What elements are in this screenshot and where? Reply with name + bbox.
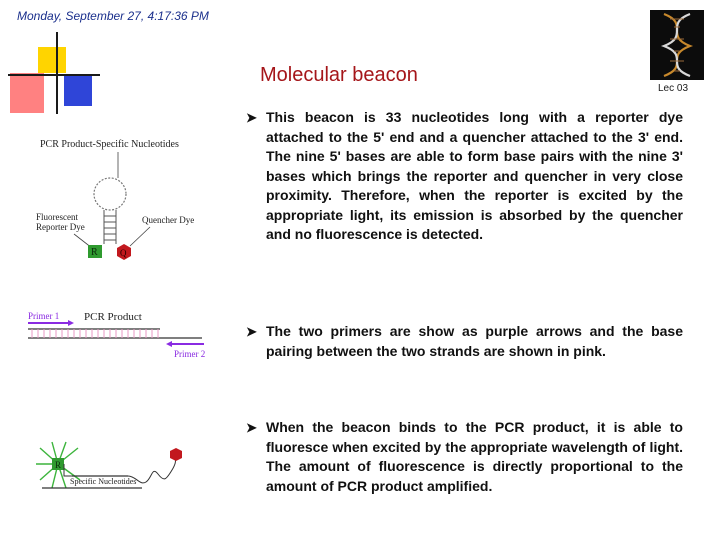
slide-timestamp: Monday, September 27, 4:17:36 PM xyxy=(17,9,209,23)
bullet-2-text: The two primers are show as purple arrows and the base pairing between the two strands are shown in pink. xyxy=(266,323,683,359)
bound-quencher-hexagon xyxy=(170,448,182,461)
arrowhead-bullet-icon: ➤ xyxy=(246,110,257,125)
beacon-bound-figure xyxy=(32,404,208,504)
decor-horizontal-line xyxy=(8,74,100,76)
decor-blue-square xyxy=(64,76,92,106)
beacon-hairpin-figure xyxy=(34,132,220,266)
reporter-r-label: R xyxy=(91,247,98,258)
decor-yellow-square xyxy=(38,47,66,73)
quencher-label: Quencher Dye xyxy=(142,215,195,225)
pcr-product-figure xyxy=(26,307,208,363)
primer2-label: Primer 2 xyxy=(174,349,206,359)
specific-nucleotides-label: Specific Nucleotides xyxy=(70,477,137,486)
arrowhead-bullet-icon: ➤ xyxy=(246,324,257,339)
reporter-label-2: Reporter Dye xyxy=(36,222,85,232)
bullet-3 xyxy=(246,418,683,496)
arrowhead-bullet-icon: ➤ xyxy=(246,420,257,435)
bullet-2 xyxy=(246,322,683,361)
bullet-1-text: This beacon is 33 nucleotides long with a reporter dye attached to the 5' end and a quencher attached to the 3' end. The nine 5' bases are able to form base pairs with the nine 3' bases which brings the reporter and quencher in very close proximity. Therefore, when the reporter is excited by the appropriate light, its emission is absorbed by the quencher and no fluorescence is detected. xyxy=(266,109,683,242)
bullet-1 xyxy=(246,108,683,245)
reporter-label-1: Fluorescent xyxy=(36,212,78,222)
bound-r-label: R xyxy=(55,460,62,470)
lecture-number: Lec 03 xyxy=(658,83,689,94)
nucleotides-label: PCR Product-Specific Nucleotides xyxy=(40,139,179,150)
quencher-q-label: Q xyxy=(120,248,127,258)
decor-red-square xyxy=(10,73,44,113)
dna-helix-image xyxy=(650,10,704,80)
primer1-label: Primer 1 xyxy=(28,311,60,321)
pcr-product-label: PCR Product xyxy=(84,311,142,323)
slide-title: Molecular beacon xyxy=(260,64,418,86)
bullet-3-text: When the beacon binds to the PCR product, it is able to fluoresce when excited by the appropriate wavelength of light. The amount of fluorescence is directly proportional to the amount of PCR product amplified. xyxy=(266,419,683,494)
decor-vertical-line xyxy=(56,32,58,114)
